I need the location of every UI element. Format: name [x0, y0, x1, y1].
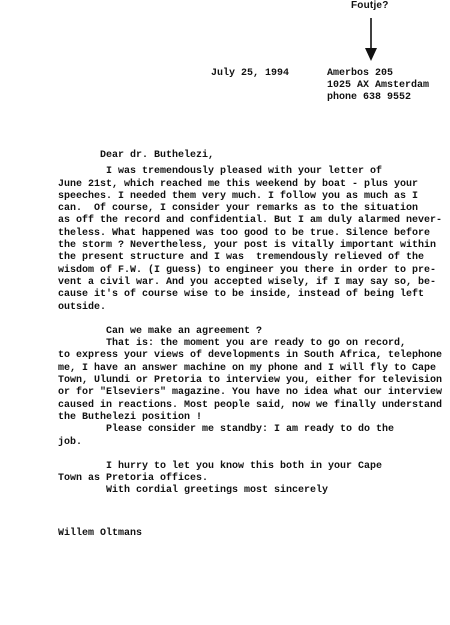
closing-line: With cordial greetings most sincerely [58, 485, 329, 497]
text-line: wisdom of F.W. (I guess) to engineer you there in order to pre- [58, 264, 437, 276]
paragraph-4 [58, 461, 450, 486]
paragraph-3 [58, 424, 450, 449]
text-line: That is: the moment you are ready to go on record, [58, 338, 407, 350]
text-line: the present structure and I was tremendously relieved of the [58, 252, 425, 264]
text-line: as off the record and confidential. But I am duly alarmed never- [58, 215, 443, 227]
text-line: vent a civil war. And you accepted wisely, if I may say so, be- [58, 276, 437, 288]
letter-date: July 25, 1994 [211, 68, 290, 79]
address-line: 1025 AX Amsterdam [327, 80, 430, 91]
arrow-down-icon [364, 18, 378, 62]
text-line: outside. [58, 301, 107, 313]
text-line: can. Of course, I consider your remarks as to the situation [58, 203, 419, 215]
address-line: Amerbos 205 [327, 68, 394, 79]
text-line: to express your views of developments in South Africa, telephone [58, 350, 443, 362]
text-line: me, I have an answer machine on my phone and I will fly to Cape [58, 362, 437, 374]
question-line: Can we make an agreement ? [58, 325, 263, 337]
signature-name: Willem Oltmans [58, 527, 143, 539]
text-line: or for "Elseviers" magazine. You have no idea what our interview [58, 387, 443, 399]
text-line: Please consider me standby: I am ready to do the [58, 424, 395, 436]
letter-body [58, 150, 450, 540]
text-line: speeches. I needed them very much. I follow you as much as I [58, 190, 419, 202]
text-line: caused in reactions. Most people said, now we finally understand [58, 399, 443, 411]
salutation: Dear dr. Buthelezi, [100, 150, 215, 161]
address-line: phone 638 9552 [327, 92, 412, 103]
text-line: theless. What happened was too good to be true. Silence before [58, 227, 431, 239]
text-line: cause it's of course wise to be inside, instead of being left [58, 289, 425, 301]
paragraph-2 [58, 338, 450, 424]
text-line: I was tremendously pleased with your letter of [58, 166, 383, 178]
text-line: the storm ? Nevertheless, your post is vitally important within [58, 240, 437, 252]
text-line: Town as Pretoria offices. [58, 473, 209, 485]
text-line: the Buthelezi position ! [58, 411, 203, 423]
text-line: June 21st, which reached me this weekend by boat - plus your [58, 178, 419, 190]
paragraph-1 [58, 166, 450, 314]
text-line: Town, Ulundi or Pretoria to interview you, either for television [58, 375, 443, 387]
text-line: I hurry to let you know this both in your Cape [58, 460, 383, 472]
sender-address [327, 68, 429, 104]
text-line: job. [58, 436, 83, 448]
handwritten-note: Foutje? [351, 0, 389, 11]
